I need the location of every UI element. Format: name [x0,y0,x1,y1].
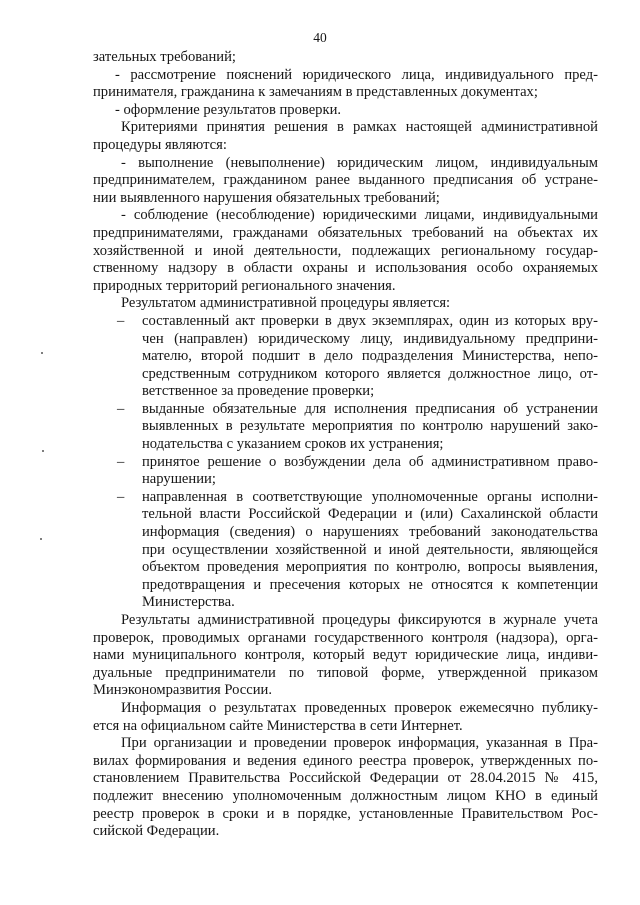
text-line: процедуры являются: [93,136,227,153]
text-line: принятое решение о возбуждении дела об административном право- [142,453,598,470]
page-number: 40 [313,30,327,45]
text-line: ветственное за проведение проверки; [142,383,375,400]
paragraph [93,612,598,700]
text-line: нодательства с указанием сроков их устранения; [142,436,444,453]
list-item [93,401,598,454]
list-item [93,489,598,612]
text-line: Минэкономразвития России. [93,682,272,699]
list-item [93,454,598,489]
text-line: Критериями принятия решения в рамках настоящей административной [121,119,598,136]
text-line: - соблюдение (несоблюдение) юридическими лицами, индивидуальными [121,207,598,224]
paragraph [93,49,598,67]
text-line: - оформление результатов проверки. [115,101,342,118]
text-line: Результатом административной процедуры является: [121,295,451,312]
text-line: зательных требований; [93,49,236,65]
text-line: - рассмотрение пояснений юридического лица, индивидуального пред- [115,66,598,83]
text-line: Министерства. [142,594,235,611]
list-item [93,313,598,401]
text-line: нии выявленного нарушения обязательных требований; [93,189,440,206]
text-line: мателю, второй подшит в дело подразделения Министерства, непо- [142,348,598,365]
text-line: становлением Правительства Российской Федерации от 28.04.2015 № 415, [93,770,598,787]
text-line: информация (сведения) о нарушениях требований законодательства [142,524,598,541]
text-line: составленный акт проверки в двух экземплярах, один из которых вру- [142,312,598,329]
text-line: чен (направлен) юридическому лицу, индивидуальному предприни- [142,330,598,347]
text-line: предотвращения и пресечения которых не относятся к компетенции [142,576,598,593]
scan-speck [42,450,44,452]
text-line: выданные обязательные для исполнения предписания об устранении [142,400,598,417]
text-line: природных территорий регионального значения. [93,277,396,294]
paragraph [93,102,598,120]
paragraph [93,735,598,841]
paragraph [93,295,598,313]
text-line: принимателя, гражданина к замечаниям в представленных документах; [93,84,538,101]
text-line: объектом проведения мероприятия по контролю, вопросы выявления, [142,559,598,576]
text-line: предпринимателем, гражданином ранее выданного предписания об устране- [93,172,598,189]
text-line: направленная в соответствующие уполномоченные органы исполни- [142,488,598,505]
text-line: нами муниципального контроля, который ведут юридические лица, индиви- [93,647,598,664]
text-line: проверок, проводимых органами государственного контроля (надзора), орга- [93,629,598,646]
text-line: - выполнение (невыполнение) юридическим лицом, индивидуальным [121,154,598,171]
scan-speck [41,352,43,354]
paragraph [93,119,598,154]
list-dash: – [117,312,125,329]
list-dash: – [117,400,125,417]
text-line: тельной власти Российской Федерации и (или) Сахалинской области [142,506,598,523]
text-line: реестр проверок в сроки и в порядке, установленные Правительством Рос- [93,805,598,822]
text-line: выявленных в результате мероприятия по контролю нарушений зако- [142,418,598,435]
paragraph [93,700,598,735]
text-line: При организации и проведении проверок информация, указанная в Пра- [121,735,598,752]
text-line: сийской Федерации. [93,823,220,840]
text-line: дуальные предприниматели по типовой форме, утвержденной приказом [93,664,598,681]
text-line: Результаты административной процедуры фиксируются в журнале учета [121,612,598,628]
paragraph [93,155,598,208]
text-line: при осуществлении хозяйственной и иной деятельности, являющейся [142,541,598,558]
text-line: средственным сотрудником которого является должностное лицо, от- [142,365,598,382]
text-line: подлежит внесению уполномоченным должностным лицом КНО в единый [93,787,598,804]
paragraph [93,67,598,102]
list-dash: – [117,488,125,505]
text-line: хозяйственной и иной деятельности, подлежащих региональному государ- [93,242,598,259]
text-line: ется на официальном сайте Министерства в сети Интернет. [93,717,463,734]
text-line: ственному надзору в области охраны и использования особо охраняемых [93,260,598,277]
document-body [93,49,598,841]
text-line: предпринимателями, гражданами обязательных требований на объектах их [93,224,598,241]
paragraph [93,207,598,295]
scan-speck [40,538,42,540]
list-dash: – [117,453,125,470]
text-line: вилах формирования и ведения единого реестра проверок, утвержденных по- [93,752,598,769]
text-line: Информация о результатах проведенных проверок ежемесячно публику- [121,699,598,716]
text-line: нарушении; [142,471,216,488]
